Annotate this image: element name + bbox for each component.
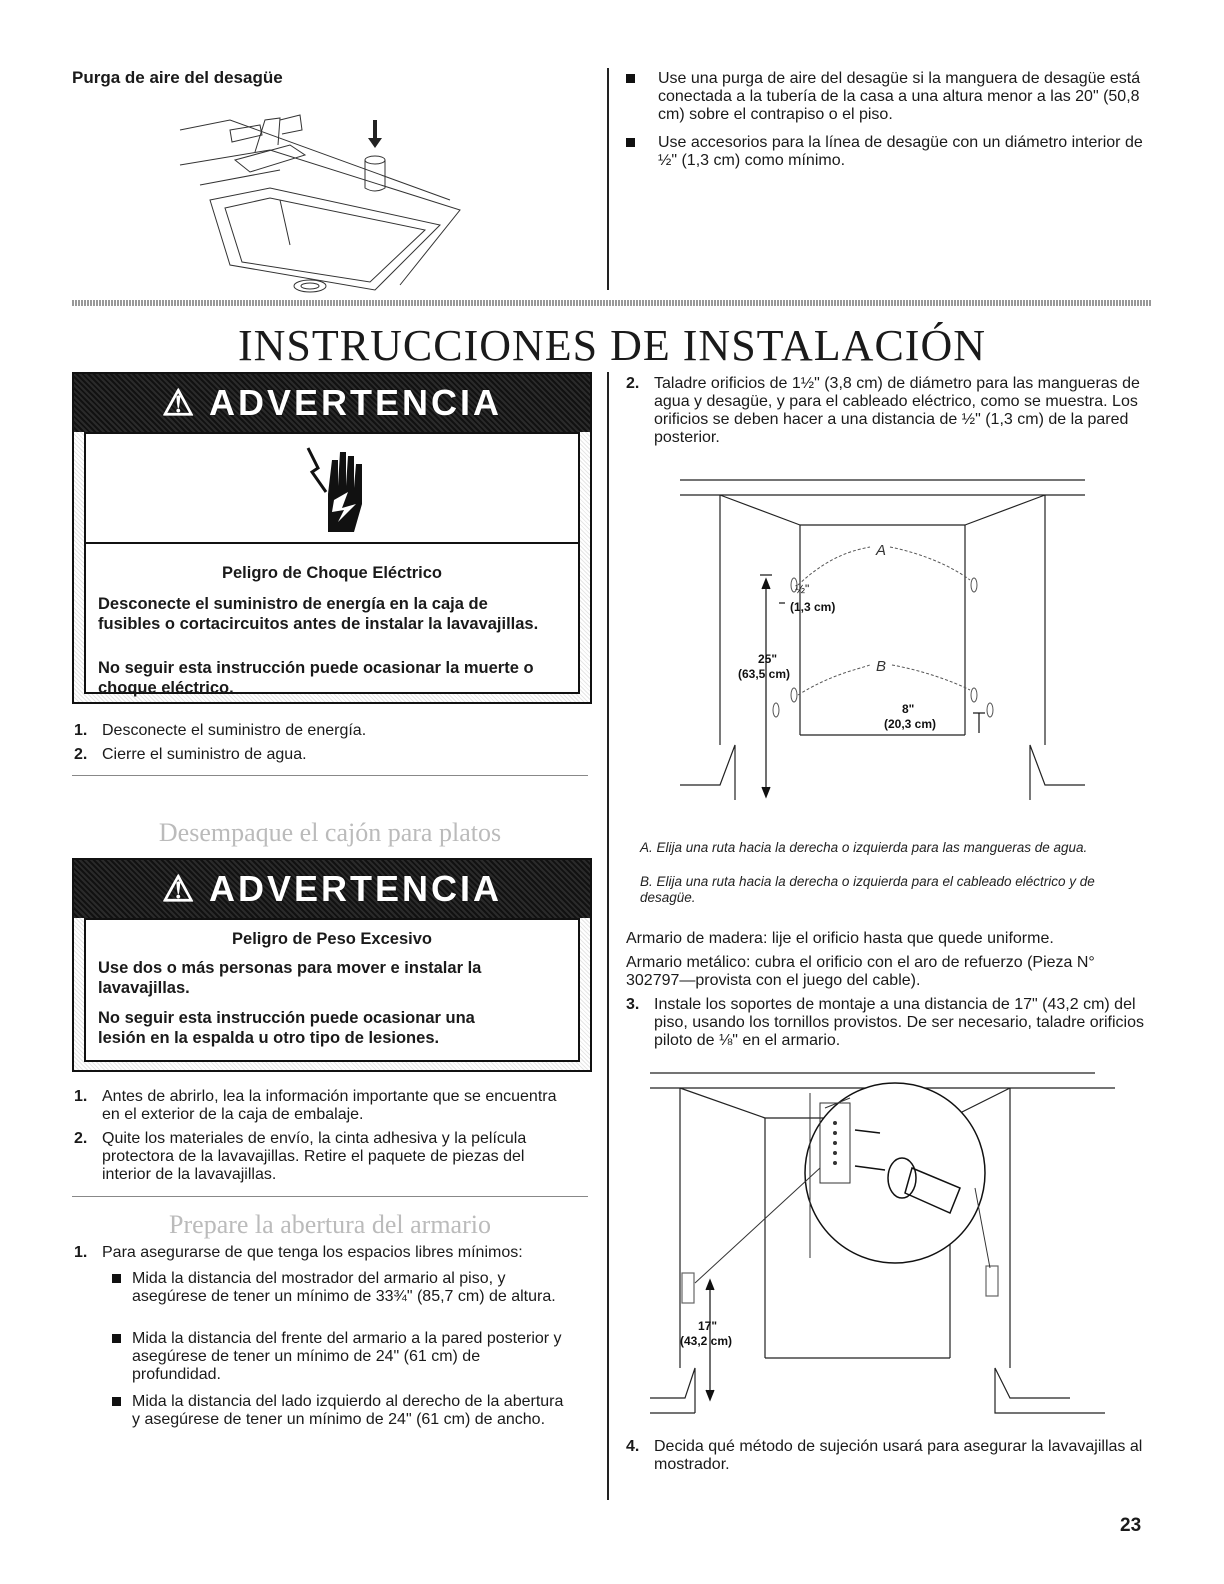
bullet-square-icon bbox=[626, 138, 635, 147]
shock-icon-panel bbox=[84, 432, 580, 546]
section-title-prepare: Prepare la abertura del armario bbox=[169, 1210, 491, 1239]
step-item: 1. Antes de abrirlo, lea la información importante que se encuentra en el exterior de la caja de embalaje. bbox=[74, 1088, 557, 1123]
caption-b: B. Elija una ruta hacia la derecha o izquierda para el cableado eléctrico y de desagüe. bbox=[640, 874, 1095, 905]
electric-shock-hand-icon bbox=[304, 442, 368, 534]
warning-header: ⚠ ADVERTENCIA bbox=[74, 374, 590, 432]
warning-text-panel bbox=[84, 542, 580, 697]
paragraph-wood-cabinet: Armario de madera: lije el orificio hasta que quede uniforme. bbox=[626, 930, 1054, 947]
column-divider-main bbox=[607, 372, 609, 1500]
bullet-square-icon bbox=[112, 1397, 121, 1406]
dim-8-cm: (20,3 cm) bbox=[884, 717, 937, 731]
warning-consequence: No seguir esta instrucción puede ocasionar una lesión en la espalda u otro tipo de lesiones. bbox=[98, 1009, 475, 1047]
section-title-unpack: Desempaque el cajón para platos bbox=[158, 818, 502, 847]
bullet-air-gap-1: Use una purga de aire del desagüe si la manguera de desagüe está conectada a la tubería de la casa a una altura menor a las 20" (50,8 cm) sobre el contrapiso o el piso. bbox=[626, 70, 1151, 124]
step-item: 3. Instale los soportes de montaje a una distancia de 17" (43,2 cm) del piso, usando los tornillos provistos. De ser necesario, taladre orificios piloto de ⅛" en el armario. bbox=[626, 996, 1145, 1049]
dim-17-inch: 17" bbox=[698, 1319, 718, 1333]
label-b: B bbox=[876, 658, 887, 675]
hazard-title: Peligro de Choque Eléctrico bbox=[221, 564, 443, 582]
dim-half-inch: ½" bbox=[795, 582, 810, 596]
section-separator bbox=[72, 300, 1152, 306]
step-item: 2. Cierre el suministro de agua. bbox=[74, 746, 307, 763]
label-a: A bbox=[876, 542, 887, 559]
divider bbox=[72, 775, 588, 776]
bullet-clearance-width: Mida la distancia del lado izquierdo al derecho de la abertura y asegúrese de tener un mínimo de 24" (61 cm) de ancho. bbox=[112, 1393, 572, 1429]
dim-25-cm: (63,5 cm) bbox=[738, 667, 791, 681]
warning-header: ⚠ ADVERTENCIA bbox=[74, 860, 590, 918]
dim-half-cm: (1,3 cm) bbox=[790, 600, 836, 614]
dim-8-inch: 8" bbox=[902, 702, 915, 716]
step-item: 4. Decida qué método de sujeción usará para asegurar la lavavajillas al mostrador. bbox=[626, 1438, 1143, 1473]
hole-location-diagram bbox=[680, 475, 1090, 825]
bullet-square-icon bbox=[112, 1334, 121, 1343]
air-gap-illustration bbox=[170, 90, 470, 305]
warning-text-panel bbox=[84, 918, 580, 1062]
paragraph-metal-cabinet: Armario metálico: cubra el orificio con el aro de refuerzo (Pieza N° 302797—provista con el juego del cable). bbox=[626, 954, 1095, 989]
bullet-clearance-height: Mida la distancia del mostrador del armario al piso, y asegúrese de tener un mínimo de 33¾" (85,7 cm) de altura. bbox=[112, 1270, 572, 1306]
bullet-air-gap-2: Use accesorios para la línea de desagüe con un diámetro interior de ½" (1,3 cm) como mínimo. bbox=[626, 134, 1151, 170]
divider bbox=[72, 1196, 588, 1197]
warning-instruction: Desconecte el suministro de energía en la caja de fusibles o cortacircuitos antes de instalar la lavavajillas. bbox=[98, 595, 539, 633]
warning-instruction: Use dos o más personas para mover e instalar la lavavajillas. bbox=[98, 959, 482, 997]
mounting-bracket-diagram bbox=[650, 1068, 1120, 1423]
bullet-square-icon bbox=[112, 1274, 121, 1283]
bullet-clearance-depth: Mida la distancia del frente del armario a la pared posterior y asegúrese de tener un mínimo de 24" (61 cm) de profundidad. bbox=[112, 1330, 572, 1384]
dim-25-inch: 25" bbox=[758, 652, 778, 666]
step-item: 1. Para asegurarse de que tenga los espacios libres mínimos: bbox=[74, 1244, 523, 1261]
caption-a: A. Elija una ruta hacia la derecha o izquierda para las mangueras de agua. bbox=[640, 840, 1088, 855]
page-number: 23 bbox=[1120, 1515, 1142, 1536]
dim-17-cm: (43,2 cm) bbox=[680, 1334, 733, 1348]
warning-consequence: No seguir esta instrucción puede ocasionar la muerte o choque eléctrico. bbox=[98, 659, 534, 697]
column-divider-top bbox=[607, 68, 609, 290]
step-item: 2. Taladre orificios de 1½" (3,8 cm) de diámetro para las mangueras de agua y desagüe, y para el cableado eléctrico, como se muestra. Los orificios se deben hacer a una distancia de ½" (1,3 cm) de la pared posterior. bbox=[626, 375, 1140, 446]
step-item: 1. Desconecte el suministro de energía. bbox=[74, 722, 367, 739]
step-item: 2. Quite los materiales de envío, la cinta adhesiva y la película protectora de la lavavajillas. Retire el paquete de piezas del interior de la lavavajillas. bbox=[74, 1130, 527, 1183]
page-title: INSTRUCCIONES DE INSTALACIÓN bbox=[237, 321, 987, 370]
down-arrow-icon bbox=[368, 120, 382, 148]
warning-box-weight bbox=[72, 858, 592, 1072]
hazard-title: Peligro de Peso Excesivo bbox=[232, 930, 432, 948]
warning-box-electric bbox=[72, 372, 592, 704]
section-title-air-gap: Purga de aire del desagüe bbox=[72, 68, 283, 87]
bullet-square-icon bbox=[626, 74, 635, 83]
